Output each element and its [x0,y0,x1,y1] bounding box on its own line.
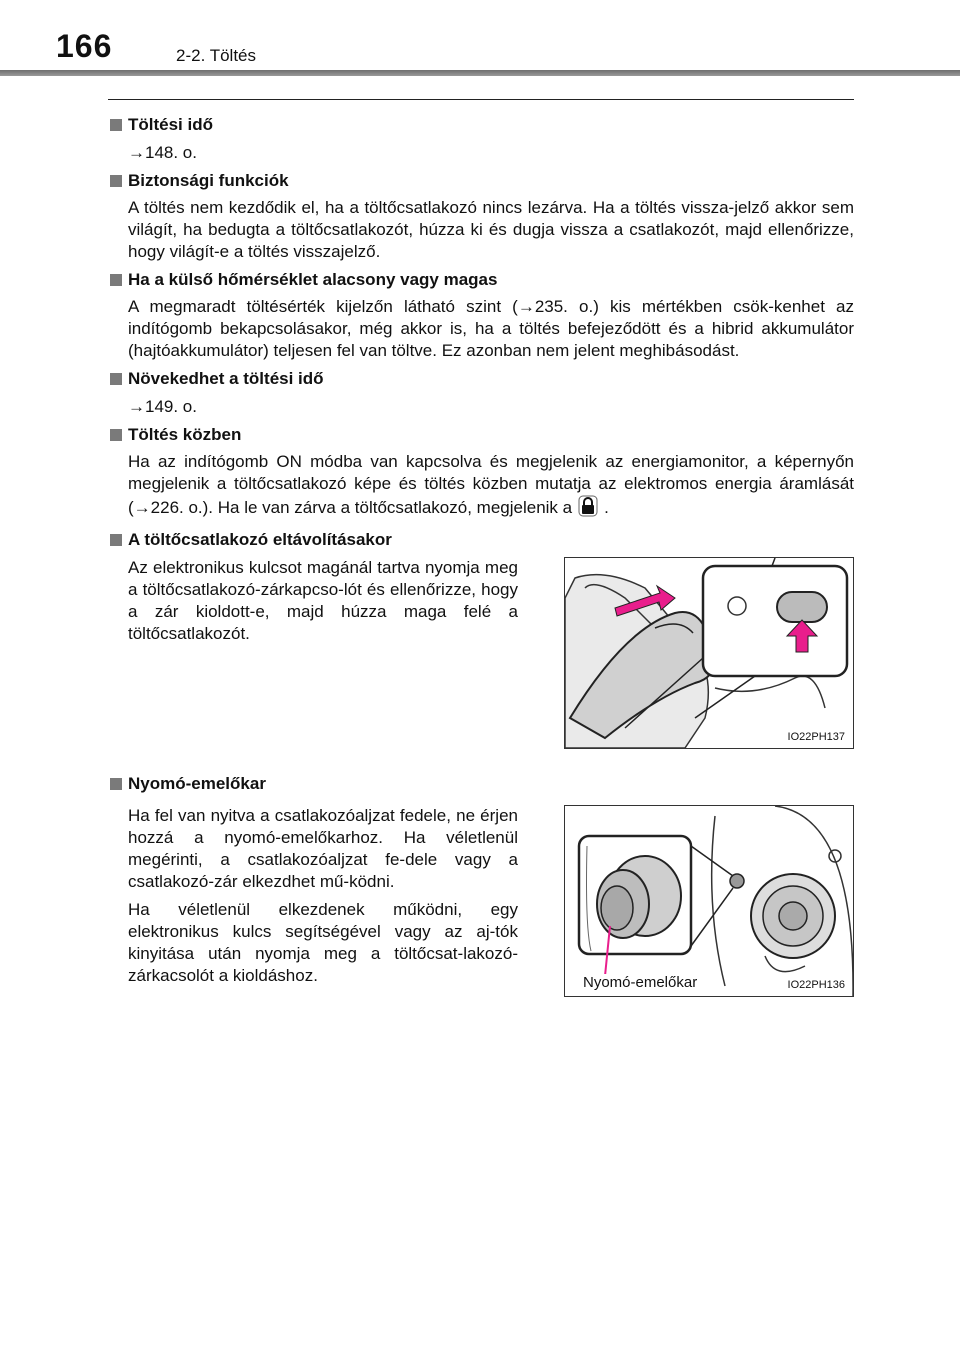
divider [108,99,854,100]
figure-label: Nyomó-emelőkar [583,974,698,991]
paragraph: A töltés nem kezdődik el, ha a töltőcsatlakozó nincs lezárva. Ha a töltés vissza-jelző akkor sem világít, ha bedugta a töltőcsatlakozót, húzza ki és dugja vissza a csatlakozót, majd ellenőrizze, hogy világít-e a töltés visszajelző. [128,198,854,261]
heading-push-lever: Nyomó-emelőkar [108,773,854,795]
heading-while-charging: Töltés közben [108,424,854,446]
heading-temperature: Ha a külső hőmérséklet alacsony vagy magas [108,269,854,291]
figure-text [128,805,518,997]
page-content [108,108,854,997]
figure-connector-release [564,557,854,749]
paragraph: Ha fel van nyitva a csatlakozóaljzat fedele, ne érjen hozzá a nyomó-emelőkarhoz. Ha véletlenül megérinti, a csatlakozóaljzat fe-dele vagy a csatlakozó-zár elkezdhet mű-ködni. [128,806,518,891]
heading-connector-removal: A töltőcsatlakozó eltávolításakor [108,529,854,551]
figure-code: IO22PH136 [787,979,845,991]
figure-code: IO22PH137 [787,731,845,743]
paragraph: A megmaradt töltésérték kijelzőn látható szint (→235. o.) kis mértékben csök-kenhet az indítógomb bekapcsolásakor, még akkor is, ha a töltés befejeződött és a hibrid akkumulátor (hajtóakkumulátor) teljesen fel van töltve. Ez azonban nem jelent meghibásodást. [128,297,854,360]
section-title: 2-2. Töltés [176,46,257,65]
paragraph-end: . [604,498,609,517]
reference: →148. o. [128,143,197,162]
reference: →149. o. [128,397,197,416]
header-bar [0,0,960,76]
heading-charge-time: Töltési idő [108,114,854,136]
figure-row [108,557,854,749]
paragraph: Az elektronikus kulcsot magánál tartva nyomja meg a töltőcsatlakozó-zárkapcso-lót és ellenőrizze, hogy a zár kioldott-e, majd húzza maga felé a töltőcsatlakozót. [128,558,518,643]
paragraph-text: Ha az indítógomb ON módba van kapcsolva és megjelenik az energiamonitor, a képernyőn megjelenik a töltőcsatlakozó képe és töltés közben mutatja az elektromos energia áramlását (→226. o.). Ha le van zárva a töltőcsatlakozó, megjelenik a [128,452,854,517]
figure-row [108,805,854,997]
figure-push-lever [564,805,854,997]
connector-illustration [565,558,853,748]
paragraph: Ha véletlenül elkezdenek működni, egy elektronikus kulcs segítségével vagy az aj-tók kinyitása után nyomja meg a töltőcsat-lakozó-zárkacsolót a kioldáshoz. [128,900,518,985]
page-number: 166 [56,28,113,64]
lock-icon [578,495,598,523]
heading-charge-time-increase: Növekedhet a töltési idő [108,368,854,390]
heading-safety: Biztonsági funkciók [108,170,854,192]
figure-text [128,557,518,749]
paragraph [128,451,854,523]
inlet-illustration [565,806,853,996]
